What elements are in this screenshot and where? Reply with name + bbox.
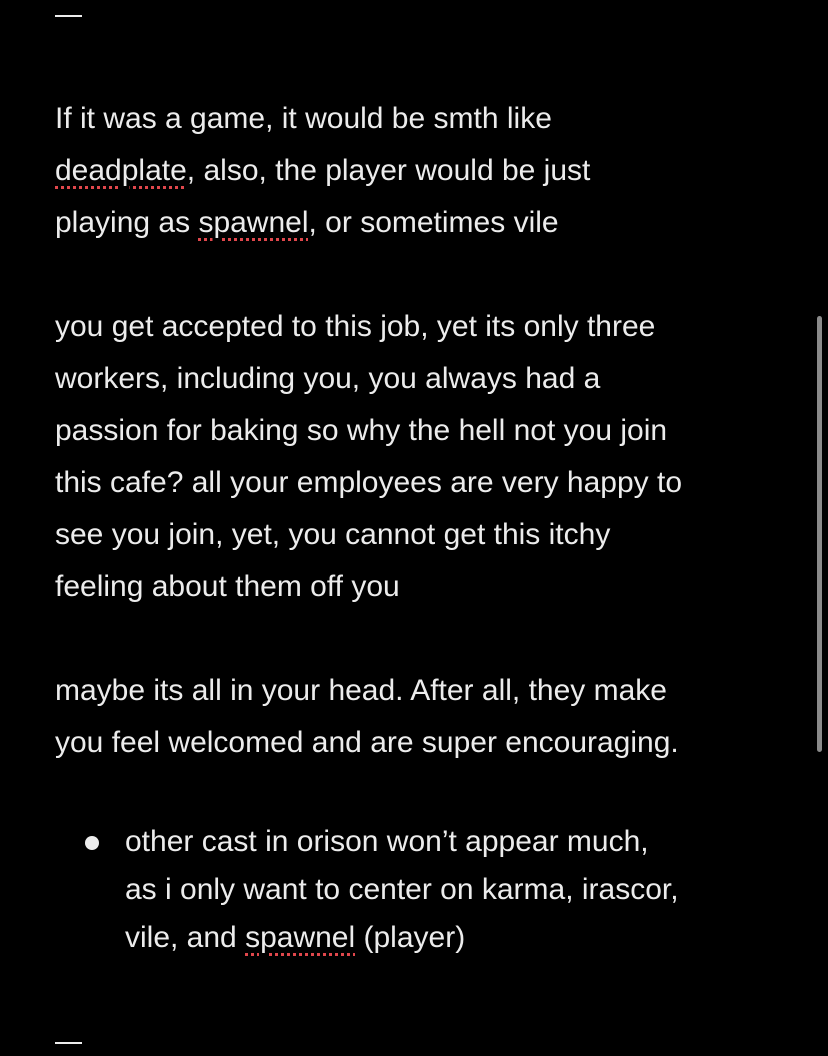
paragraph-welcome[interactable] (55, 665, 785, 769)
text-line: feeling about them off you (55, 570, 400, 603)
text-line: workers, including you, you always had a (55, 362, 601, 395)
misspelled-word[interactable]: spawnel (198, 206, 309, 239)
misspelled-word[interactable]: deadplate (55, 154, 187, 187)
text-line: this cafe? all your employees are very happy to (55, 466, 682, 499)
text-fragment: (player) (355, 921, 466, 954)
text-line: you feel welcomed and are super encouraging. (55, 726, 679, 759)
bullet-item[interactable] (125, 818, 679, 962)
text-line (55, 145, 785, 197)
bullet-dot-icon (85, 836, 99, 850)
text-fragment: , or sometimes vile (308, 206, 559, 239)
text-line: other cast in orison won’t appear much, (125, 825, 649, 858)
bottom-divider (55, 1042, 82, 1044)
text-fragment: , also, the player would be just (186, 154, 591, 187)
misspelled-word[interactable]: spawnel (245, 921, 356, 954)
text-line: see you join, yet, you cannot get this itchy (55, 518, 611, 551)
text-line (55, 197, 785, 249)
text-fragment: vile, and (125, 921, 246, 954)
text-line: passion for baking so why the hell not you join (55, 414, 668, 447)
text-line: as i only want to center on karma, irascor, (125, 873, 679, 906)
text-line: you get accepted to this job, yet its only three (55, 310, 656, 343)
paragraph-game-concept[interactable] (55, 93, 785, 249)
paragraph-job-story[interactable] (55, 301, 785, 613)
top-divider (55, 15, 82, 17)
text-fragment: playing as (55, 206, 199, 239)
text-line: maybe its all in your head. After all, they make (55, 674, 667, 707)
text-line: If it was a game, it would be smth like (55, 102, 552, 135)
text-line (125, 914, 679, 962)
vertical-scrollbar[interactable] (817, 316, 822, 752)
